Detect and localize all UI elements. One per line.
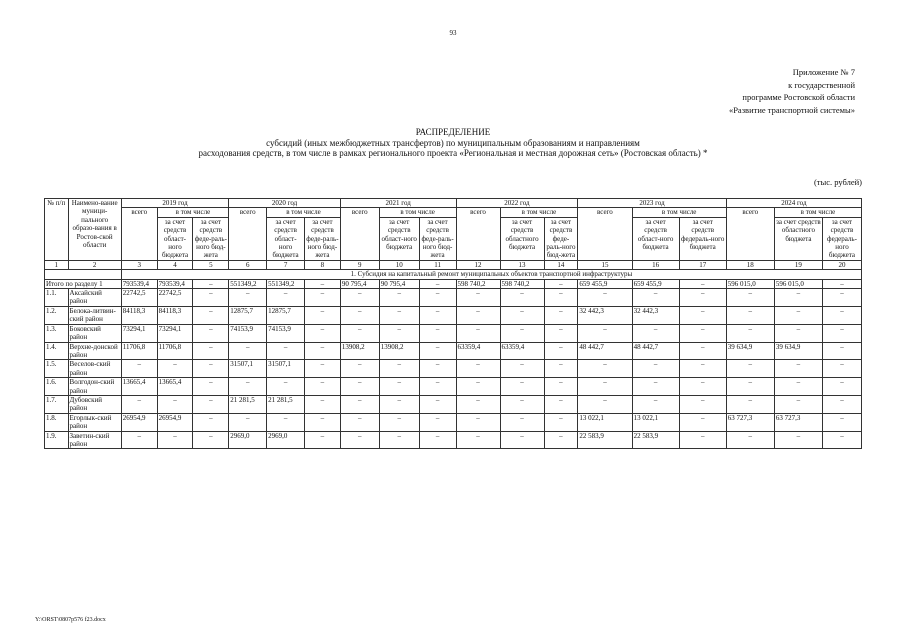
table-cell: 90 795,4 — [379, 279, 419, 288]
table-cell: 13908,2 — [340, 342, 379, 360]
appendix-line: Приложение № 7 — [792, 67, 855, 77]
table-cell: – — [578, 289, 632, 307]
header-federal-budget: за счет средств феде-раль-ного бюд-жета — [194, 217, 227, 260]
table-cell: – — [419, 289, 456, 307]
table-cell: – — [822, 289, 861, 307]
table-cell: – — [267, 289, 305, 307]
header-year: 2023 год — [578, 199, 726, 208]
distribution-table-container — [44, 198, 862, 449]
table-cell: – — [305, 306, 341, 324]
table-cell: – — [822, 324, 861, 342]
table-cell: – — [774, 324, 822, 342]
row-name: Аксайский район — [68, 289, 121, 307]
table-cell: – — [632, 360, 679, 378]
header-total: всего — [726, 208, 774, 260]
column-number: 12 — [456, 260, 500, 269]
table-cell: – — [500, 324, 544, 342]
column-number: 15 — [578, 260, 632, 269]
table-cell: 12875,7 — [229, 306, 267, 324]
table-cell: – — [679, 360, 726, 378]
table-cell: – — [229, 289, 267, 307]
table-cell: – — [774, 378, 822, 396]
table-cell: – — [267, 342, 305, 360]
page-number: 93 — [449, 29, 457, 37]
header-regional-budget: за счет средств област-ного бюджета — [632, 217, 679, 260]
table-cell: – — [544, 360, 578, 378]
table-cell: 74153,9 — [229, 324, 267, 342]
table-cell: – — [726, 324, 774, 342]
distribution-table — [44, 198, 862, 449]
table-cell: – — [419, 431, 456, 449]
header-year: 2022 год — [456, 199, 578, 208]
table-cell: – — [419, 378, 456, 396]
table-cell: – — [578, 324, 632, 342]
table-cell: – — [774, 289, 822, 307]
column-number: 5 — [193, 260, 229, 269]
table-cell: – — [679, 342, 726, 360]
table-cell: – — [726, 431, 774, 449]
table-cell: – — [157, 360, 193, 378]
table-cell: – — [822, 413, 861, 431]
table-cell: – — [267, 413, 305, 431]
table-cell: 13908,2 — [379, 342, 419, 360]
table-cell: – — [500, 306, 544, 324]
row-name: Веселов-ский район — [68, 360, 121, 378]
row-number: 1.7. — [45, 395, 69, 413]
document-subtitle-line: субсидий (иных межбюджетных трансфертов) по муниципальным образованиям и направлениям — [266, 137, 640, 148]
table-cell: 22 583,9 — [578, 431, 632, 449]
table-cell: – — [305, 279, 341, 288]
table-cell: – — [774, 306, 822, 324]
table-cell: – — [822, 431, 861, 449]
table-cell: – — [157, 431, 193, 449]
section-spacer — [45, 270, 122, 279]
footer-file-path: Y:\ORST\0807p576 f23.docx — [35, 617, 106, 623]
table-row — [45, 279, 862, 288]
table-cell: – — [305, 342, 341, 360]
table-cell: – — [193, 378, 229, 396]
table-cell: – — [456, 324, 500, 342]
table-cell: 13 022,1 — [578, 413, 632, 431]
header-total: всего — [340, 208, 379, 260]
table-row — [45, 342, 862, 360]
header-regional-budget: за счет средств област-ного бюджета — [267, 217, 305, 260]
table-cell: – — [379, 378, 419, 396]
table-cell: 13 022,1 — [632, 413, 679, 431]
table-cell: 73294,1 — [157, 324, 193, 342]
table-cell: – — [340, 413, 379, 431]
column-number: 20 — [822, 260, 861, 269]
table-cell: – — [305, 413, 341, 431]
table-cell: – — [340, 289, 379, 307]
table-cell: – — [456, 395, 500, 413]
table-cell: – — [340, 324, 379, 342]
table-cell: – — [419, 324, 456, 342]
table-cell: 32 442,3 — [578, 306, 632, 324]
table-row — [45, 395, 862, 413]
table-cell: 48 442,7 — [578, 342, 632, 360]
table-cell: – — [193, 324, 229, 342]
table-cell: 598 740,2 — [500, 279, 544, 288]
appendix-line: «Развитие транспортной системы» — [728, 104, 855, 115]
table-cell: – — [822, 395, 861, 413]
header-year: 2021 год — [340, 199, 456, 208]
appendix-line: к государственной — [788, 79, 855, 90]
table-cell: – — [544, 306, 578, 324]
table-cell: – — [500, 360, 544, 378]
table-row — [45, 360, 862, 378]
table-cell: – — [679, 395, 726, 413]
table-cell: – — [193, 342, 229, 360]
table-row — [45, 378, 862, 396]
column-number: 14 — [544, 260, 578, 269]
table-cell: 48 442,7 — [632, 342, 679, 360]
table-cell: 13665,4 — [121, 378, 157, 396]
section-row — [45, 270, 862, 279]
table-cell: – — [544, 279, 578, 288]
table-cell: – — [679, 413, 726, 431]
table-cell: – — [379, 395, 419, 413]
table-cell: – — [726, 360, 774, 378]
table-cell: – — [456, 360, 500, 378]
table-cell: – — [419, 279, 456, 288]
column-number: 2 — [68, 260, 121, 269]
row-number: 1.9. — [45, 431, 69, 449]
table-cell: 73294,1 — [121, 324, 157, 342]
table-cell: – — [419, 360, 456, 378]
row-number: 1.8. — [45, 413, 69, 431]
table-cell: – — [500, 378, 544, 396]
table-cell: 12875,7 — [267, 306, 305, 324]
row-name: Заветин-ский район — [68, 431, 121, 449]
table-cell: – — [305, 289, 341, 307]
row-name: Боковский район — [68, 324, 121, 342]
table-cell: – — [500, 289, 544, 307]
column-number: 1 — [45, 260, 69, 269]
column-number: 11 — [419, 260, 456, 269]
table-cell: 13665,4 — [157, 378, 193, 396]
header-regional-budget: за счет средств област-ного бюджета — [157, 217, 193, 260]
header-regional-budget: за счет средств областного бюджета — [774, 217, 822, 260]
table-cell: 39 634,9 — [726, 342, 774, 360]
table-cell: – — [229, 342, 267, 360]
table-cell: – — [544, 413, 578, 431]
table-cell: – — [544, 395, 578, 413]
table-cell: – — [340, 395, 379, 413]
table-cell: – — [679, 289, 726, 307]
table-cell: – — [679, 431, 726, 449]
table-cell: – — [193, 360, 229, 378]
table-cell: – — [456, 431, 500, 449]
table-cell: – — [679, 324, 726, 342]
table-cell: – — [379, 324, 419, 342]
table-cell: – — [193, 289, 229, 307]
header-year: 2019 год — [121, 199, 228, 208]
row-name-total: Итого по разделу 1 — [45, 279, 122, 288]
table-cell: 598 740,2 — [456, 279, 500, 288]
table-cell: – — [456, 413, 500, 431]
table-row — [45, 306, 862, 324]
table-cell: 63359,4 — [456, 342, 500, 360]
document-heading — [0, 127, 906, 159]
row-number: 1.1. — [45, 289, 69, 307]
table-cell: – — [456, 289, 500, 307]
table-cell: – — [379, 413, 419, 431]
table-cell: 11706,8 — [157, 342, 193, 360]
table-cell: – — [726, 306, 774, 324]
header-row-subgroups — [45, 208, 862, 217]
table-cell: – — [419, 342, 456, 360]
table-cell: – — [822, 306, 861, 324]
column-number: 16 — [632, 260, 679, 269]
table-cell: – — [229, 413, 267, 431]
table-cell: 596 015,0 — [726, 279, 774, 288]
column-number-row — [45, 260, 862, 269]
column-number: 18 — [726, 260, 774, 269]
table-cell: 63 727,3 — [774, 413, 822, 431]
column-number: 4 — [157, 260, 193, 269]
header-total: всего — [456, 208, 500, 260]
table-cell: 84118,3 — [121, 306, 157, 324]
table-row — [45, 413, 862, 431]
header-year: 2020 год — [229, 199, 341, 208]
table-cell: 2969,0 — [229, 431, 267, 449]
table-cell: 551349,2 — [267, 279, 305, 288]
table-cell: – — [121, 360, 157, 378]
table-cell: – — [679, 378, 726, 396]
table-cell: 32 442,3 — [632, 306, 679, 324]
table-cell: – — [456, 306, 500, 324]
table-cell: – — [121, 395, 157, 413]
table-cell: – — [193, 431, 229, 449]
table-cell: – — [822, 360, 861, 378]
appendix-line: программе Ростовской области — [742, 92, 855, 102]
table-cell: – — [822, 279, 861, 288]
table-cell: – — [544, 431, 578, 449]
table-cell: 22742,5 — [157, 289, 193, 307]
header-including: в том числе — [632, 208, 726, 217]
column-number: 9 — [340, 260, 379, 269]
table-cell: – — [500, 413, 544, 431]
table-cell: – — [500, 395, 544, 413]
table-cell: – — [193, 279, 229, 288]
table-cell: – — [632, 289, 679, 307]
table-cell: – — [379, 360, 419, 378]
table-cell: – — [632, 395, 679, 413]
table-cell: – — [379, 306, 419, 324]
table-row — [45, 324, 862, 342]
table-cell: – — [726, 378, 774, 396]
header-total: всего — [229, 208, 267, 260]
table-cell: – — [340, 378, 379, 396]
row-number: 1.5. — [45, 360, 69, 378]
row-name: Егорлык-ский район — [68, 413, 121, 431]
row-name: Волгодон-ский район — [68, 378, 121, 396]
table-cell: 31507,1 — [267, 360, 305, 378]
table-cell: – — [305, 324, 341, 342]
table-cell: 22 583,9 — [632, 431, 679, 449]
table-cell: – — [726, 289, 774, 307]
table-cell: 793539,4 — [157, 279, 193, 288]
header-total: всего — [121, 208, 157, 260]
document-title: РАСПРЕДЕЛЕНИЕ — [415, 127, 491, 137]
table-cell: – — [578, 378, 632, 396]
header-federal-budget: за счет средств феде-раль-ного бюд-жета — [419, 217, 456, 260]
header-including: в том числе — [774, 208, 861, 217]
column-number: 19 — [774, 260, 822, 269]
table-cell: 21 281,5 — [267, 395, 305, 413]
row-number: 1.3. — [45, 324, 69, 342]
table-cell: 2969,0 — [267, 431, 305, 449]
table-cell: 11706,8 — [121, 342, 157, 360]
table-cell: – — [379, 289, 419, 307]
header-federal-budget: за счет средств федераль-ного бюджета — [679, 217, 726, 260]
header-including: в том числе — [157, 208, 229, 217]
table-cell: – — [305, 378, 341, 396]
table-cell: 39 634,9 — [774, 342, 822, 360]
table-cell: 63 727,3 — [726, 413, 774, 431]
table-cell: – — [305, 360, 341, 378]
table-cell: – — [419, 306, 456, 324]
table-cell: – — [578, 360, 632, 378]
table-cell: – — [774, 431, 822, 449]
table-cell: – — [419, 395, 456, 413]
table-cell: – — [157, 395, 193, 413]
table-cell: – — [544, 324, 578, 342]
table-row — [45, 431, 862, 449]
table-cell: – — [632, 378, 679, 396]
row-name: Дубовский район — [68, 395, 121, 413]
header-including: в том числе — [379, 208, 456, 217]
header-federal-budget: за счет средств федераль-ного бюджета — [822, 217, 861, 260]
header-including: в том числе — [267, 208, 341, 217]
header-row-years — [45, 199, 862, 208]
header-regional-budget: за счет средств областного бюджета — [500, 217, 544, 260]
column-number: 3 — [121, 260, 157, 269]
table-cell: 63359,4 — [500, 342, 544, 360]
column-number: 13 — [500, 260, 544, 269]
header-regional-budget: за счет средств област-ного бюджета — [379, 217, 419, 260]
table-cell: – — [193, 306, 229, 324]
header-federal-budget: за счет средств феде-раль-ного бюд-жета — [306, 217, 339, 260]
table-cell: – — [632, 324, 679, 342]
units-label: (тыс. рублей) — [813, 177, 862, 187]
table-cell: – — [267, 378, 305, 396]
table-cell: – — [305, 431, 341, 449]
row-number: 1.2. — [45, 306, 69, 324]
header-total: всего — [578, 208, 632, 260]
column-number: 6 — [229, 260, 267, 269]
table-cell: 659 455,9 — [578, 279, 632, 288]
column-number: 17 — [679, 260, 726, 269]
table-cell: 793539,4 — [121, 279, 157, 288]
table-cell: – — [456, 378, 500, 396]
table-cell: – — [822, 378, 861, 396]
table-cell: 74153,9 — [267, 324, 305, 342]
table-cell: – — [379, 431, 419, 449]
table-cell: – — [340, 306, 379, 324]
table-cell: – — [544, 342, 578, 360]
table-cell: 551349,2 — [229, 279, 267, 288]
table-cell: – — [726, 395, 774, 413]
header-federal-budget: за счет средств феде-раль-ного бюд-жета — [544, 217, 578, 260]
column-number: 7 — [267, 260, 305, 269]
table-cell: 596 015,0 — [774, 279, 822, 288]
header-including: в том числе — [500, 208, 578, 217]
table-cell: 659 455,9 — [632, 279, 679, 288]
section-title: 1. Субсидия на капитальный ремонт муниципальных объектов транспортной инфраструктуры — [121, 270, 861, 279]
table-cell: – — [193, 413, 229, 431]
row-name: Верхне-донской район — [68, 342, 121, 360]
table-cell: – — [578, 395, 632, 413]
column-number: 10 — [379, 260, 419, 269]
table-cell: – — [340, 431, 379, 449]
table-cell: – — [500, 431, 544, 449]
row-number: 1.4. — [45, 342, 69, 360]
table-cell: 22742,5 — [121, 289, 157, 307]
header-num: № п/п — [45, 199, 69, 261]
column-number: 8 — [305, 260, 341, 269]
table-cell: – — [193, 395, 229, 413]
table-cell: 31507,1 — [229, 360, 267, 378]
table-cell: 26954,9 — [121, 413, 157, 431]
table-cell: – — [419, 413, 456, 431]
row-number: 1.6. — [45, 378, 69, 396]
table-cell: – — [544, 289, 578, 307]
table-cell: 90 795,4 — [340, 279, 379, 288]
table-cell: – — [121, 431, 157, 449]
table-cell: – — [774, 360, 822, 378]
header-name: Наимено-вание муници-пального образо-вания в Ростов-ской области — [68, 199, 121, 261]
table-cell: – — [774, 395, 822, 413]
table-cell: – — [679, 279, 726, 288]
table-cell: – — [822, 342, 861, 360]
table-row — [45, 289, 862, 307]
table-cell: – — [305, 395, 341, 413]
header-year: 2024 год — [726, 199, 861, 208]
table-cell: 84118,3 — [157, 306, 193, 324]
table-cell: – — [229, 378, 267, 396]
appendix-note — [600, 66, 855, 116]
table-cell: – — [544, 378, 578, 396]
table-cell: – — [679, 306, 726, 324]
row-name: Белока-литвин-ский район — [68, 306, 121, 324]
table-cell: 21 281,5 — [229, 395, 267, 413]
table-cell: 26954,9 — [157, 413, 193, 431]
document-subtitle-line: расходования средств, в том числе в рамках регионального проекта «Региональная и местная дорожная сеть» (Ростовская область) * — [198, 148, 708, 158]
table-cell: – — [340, 360, 379, 378]
